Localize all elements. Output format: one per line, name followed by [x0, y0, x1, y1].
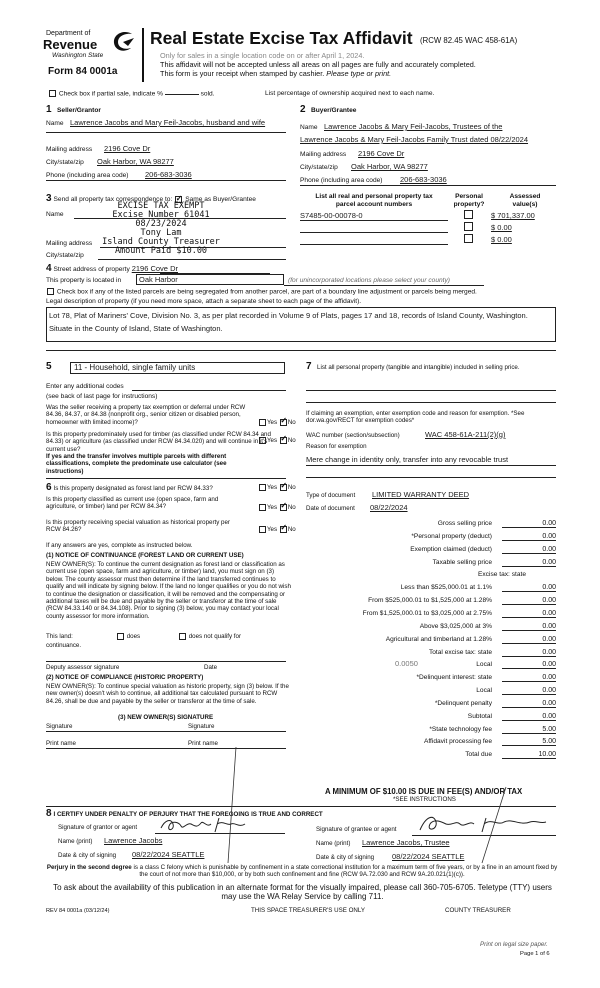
parcel-list — [300, 210, 556, 246]
partial-sale-label: Check box if partial sale, indicate % — [58, 90, 163, 98]
rev-number: REV 84 0001a (03/12/24) — [46, 908, 110, 914]
seller-mailing-label: Mailing address — [46, 146, 93, 153]
local-rate: 0.0050 — [395, 659, 418, 669]
calc-label: Taxable selling price — [432, 558, 492, 566]
seller-mailing[interactable]: 2196 Cove Dr — [104, 144, 151, 153]
buyer-phone-label: Phone (including area code) — [300, 177, 383, 184]
exemption-no-checkbox[interactable] — [280, 419, 287, 426]
yes-label: Yes — [267, 526, 278, 534]
calc-label: Local — [476, 661, 492, 669]
dept-line1: Department of — [46, 30, 91, 37]
buyer-bottom-line — [300, 185, 556, 186]
calc-label: Affidavit processing fee — [423, 738, 492, 746]
historic-text: NEW OWNER(S): To continue special valuation as historic property, sign (3) below. If the new owner(s) doesn't wish to continue, all additional tax calculated pursuant to RCW 84.26, shall be due and payable by the seller or transferor at the time of sale. — [46, 683, 289, 705]
q-timber-text-b: If yes and the transfer involves multiple parcels with different classifications, complete the predominate use calculator (see instructions) — [46, 453, 227, 475]
grantee-name-label: Name (print) — [316, 840, 351, 847]
print-name-label-2: Print name — [188, 740, 218, 747]
personal-property-checkbox[interactable] — [464, 234, 473, 243]
stamp-line6: Amount Paid $10.00 — [114, 246, 208, 256]
header-sub3b: Please type or print. — [326, 69, 392, 78]
personal-property-checkbox[interactable] — [464, 222, 473, 231]
parcel-header — [300, 193, 448, 209]
legal-line2: Situate in the County of Island, State of Washington. — [49, 324, 223, 333]
location-line — [284, 285, 484, 286]
wac-value[interactable]: WAC 458-61A-211(2)(g) — [425, 430, 506, 439]
parcel-row — [300, 234, 556, 246]
this-land-label: This land: — [46, 633, 73, 640]
seller-name[interactable]: Lawrence Jacobs and Mary Feil-Jacobs, husband and wife — [70, 118, 266, 127]
calc-value[interactable]: 10.00 — [502, 751, 556, 759]
assessed-value[interactable]: $ 0.00 — [491, 235, 512, 244]
dept-line3: Washington State — [52, 52, 104, 59]
calc-value[interactable]: 0.00 — [502, 597, 556, 605]
calc-value[interactable]: 0.00 — [502, 584, 556, 592]
calc-value[interactable]: 5.00 — [502, 738, 556, 746]
seller-name-label: Name — [46, 120, 64, 127]
legal-description-box[interactable] — [46, 307, 556, 342]
reason-value[interactable]: Mere change in identity only, transfer into any revocable trust — [306, 455, 509, 464]
calc-row — [310, 520, 556, 531]
section1-number: 1 — [46, 104, 52, 115]
located-label: This property is located in — [46, 277, 122, 284]
calc-label: *Personal property (deduct) — [411, 532, 492, 540]
historic-heading: (2) NOTICE OF COMPLIANCE (HISTORIC PROPERTY) — [46, 674, 204, 681]
codes-note: (see back of last page for instructions) — [46, 393, 158, 400]
wac-label: WAC number (section/subsection) — [306, 432, 400, 439]
calc-value[interactable]: 0.00 — [502, 674, 556, 682]
logo-swirl-icon — [110, 30, 136, 54]
calc-label: Total due — [465, 751, 492, 759]
buyer-city[interactable]: Oak Harbor, WA 98277 — [351, 162, 428, 171]
buyer-mailing-label: Mailing address — [300, 151, 347, 158]
dept-line2: Revenue — [43, 37, 98, 52]
segregated-row — [46, 288, 477, 295]
treasurer-use: THIS SPACE TREASURER'S USE ONLY — [251, 907, 365, 914]
calc-row — [310, 726, 556, 737]
s3-city-label: City/state/zip — [46, 252, 84, 259]
section8-number: 8 — [46, 808, 52, 819]
calc-value[interactable]: 0.00 — [502, 559, 556, 567]
parcel-row — [300, 222, 556, 234]
assessed-h1: Assessed — [509, 193, 541, 200]
s7-line-2 — [306, 402, 556, 403]
calc-value[interactable]: 0.00 — [502, 610, 556, 618]
forest-answer — [258, 484, 296, 492]
use-code-select[interactable]: 11 - Household, single family units — [70, 362, 285, 374]
street-address-label: Street address of property — [53, 266, 130, 273]
stamp-line5: Island County Treasurer — [102, 237, 220, 247]
s7-line-1 — [306, 390, 556, 391]
parcel-h2: parcel account numbers — [335, 201, 413, 208]
current-use-question: Is this property classified as current use (open space, farm and agriculture, or timber) land per RCW 84.34? — [46, 496, 219, 511]
q-timber-text: Is this property predominately used for timber (as classified under RCW 84.34 and 84.33) or agriculture (as classified under RCW 84.34.020) and will continue in it's current use? — [46, 431, 271, 453]
personal-property-text: List all personal property (tangible and intangible) included in selling price. — [317, 364, 520, 371]
answers-note: If any answers are yes, complete as instructed below. — [46, 542, 193, 549]
does-qualify-checkbox[interactable] — [117, 633, 124, 640]
legal-label: Legal description of property (if you need more space, attach a separate sheet to each page of the affidavit). — [46, 298, 362, 305]
calc-value[interactable]: 0.00 — [502, 713, 556, 721]
calc-value[interactable]: 0.00 — [502, 636, 556, 644]
does-row — [116, 633, 140, 641]
does-label: does — [126, 633, 141, 641]
calc-label: *State technology fee — [429, 725, 492, 733]
section5-bottom-rule — [46, 478, 286, 479]
reason-line-2 — [306, 477, 556, 478]
buyer-heading: Buyer/Grantee — [311, 107, 357, 114]
partial-sale-percent-field[interactable] — [165, 94, 199, 95]
buyer-city-label: City/state/zip — [300, 164, 338, 171]
personal-h1: Personal — [455, 193, 483, 200]
calc-label: Total excise tax: state — [428, 648, 492, 656]
location-note: (for unincorporated locations please select your county) — [288, 277, 451, 284]
doc-date-value[interactable]: 08/22/2024 — [370, 503, 408, 512]
no-label: No — [287, 437, 296, 445]
seller-city-label: City/state/zip — [46, 159, 84, 166]
seller-phone[interactable]: 206-683-3036 — [145, 170, 192, 179]
continuance-heading: (1) NOTICE OF CONTINUANCE (FOREST LAND OR CURRENT USE) — [46, 552, 244, 559]
grantor-date-label: Date & city of signing — [58, 852, 117, 859]
calc-row — [310, 713, 556, 724]
section4-bottom-rule — [46, 350, 556, 351]
header-sub2: This affidavit will not be accepted unless all areas on all pages are fully and accurately completed. — [160, 60, 476, 69]
assessed-value[interactable]: $ 701,337.00 — [491, 211, 535, 220]
calc-label: *Delinquent penalty — [434, 699, 492, 707]
historic-answer — [258, 526, 296, 534]
deputy-label: Deputy assessor signature — [46, 664, 120, 671]
page-number: Page 1 of 6 — [520, 951, 550, 957]
calc-value[interactable]: 0.00 — [502, 623, 556, 631]
parcel-h1: List all real and personal property tax — [315, 193, 433, 200]
grantor-name-label: Name (print) — [58, 838, 93, 845]
dor-logo — [40, 28, 140, 80]
calc-row — [310, 533, 556, 544]
no-label: No — [287, 419, 296, 427]
minimum-notice: A MINIMUM OF $10.00 IS DUE IN FEE(S) AND/OR TAX — [325, 787, 523, 796]
stamp-line1: EXCISE TAX EXEMPT — [117, 201, 205, 211]
exempt-stamp — [96, 202, 226, 256]
header-sub3-line — [160, 69, 391, 78]
s3-name-label: Name — [46, 211, 64, 218]
stamp-line4: Tony Lam — [140, 228, 182, 238]
reason-line-1 — [306, 465, 556, 466]
calc-row — [310, 623, 556, 634]
certify-text: I CERTIFY UNDER PENALTY OF PERJURY THAT THE FOREGOING IS TRUE AND CORRECT — [53, 811, 323, 818]
partial-sale-checkbox[interactable] — [49, 90, 56, 97]
perjury-bold: Perjury in the second degree — [46, 864, 132, 871]
section2-number: 2 — [300, 104, 306, 115]
see-instructions: *SEE INSTRUCTIONS — [393, 796, 456, 803]
grantee-name[interactable]: Lawrence Jacobs, Trustee — [362, 838, 450, 847]
codes-label: Enter any additional codes — [46, 383, 124, 390]
section3-number: 3 — [46, 193, 52, 204]
section6-number: 6 — [46, 482, 52, 493]
grantee-date-label: Date & city of signing — [316, 854, 375, 861]
s3-city-line — [98, 259, 286, 260]
q-timber-answer — [258, 437, 296, 445]
street-address[interactable]: 2196 Cove Dr — [131, 264, 178, 273]
does-not-qualify-checkbox[interactable] — [179, 633, 186, 640]
perjury-notice — [46, 864, 558, 879]
calc-label: Gross selling price — [437, 520, 492, 527]
assessed-value[interactable]: $ 0.00 — [491, 223, 512, 232]
buyer-mailing[interactable]: 2196 Cove Dr — [358, 149, 405, 158]
parcel-number[interactable] — [300, 223, 448, 233]
current-use-no-checkbox[interactable] — [280, 504, 287, 511]
calc-row — [310, 610, 556, 621]
header-divider — [142, 28, 144, 82]
does-not-row — [178, 633, 241, 641]
alt-format-notice: To ask about the availability of this publication in an alternate format for the visually impaired, please call 360-705-6705. Teletype (TTY) users may use the WA Relay Service by calling 711. — [53, 883, 552, 901]
calc-value[interactable]: 0.00 — [502, 700, 556, 708]
calc-row — [310, 597, 556, 608]
calc-row — [310, 687, 556, 698]
yes-label: Yes — [267, 419, 278, 427]
location-select[interactable]: Oak Harbor — [136, 274, 284, 285]
parcel-number[interactable] — [300, 235, 448, 245]
doc-type-value[interactable]: LIMITED WARRANTY DEED — [372, 490, 470, 499]
s3-mailing-label: Mailing address — [46, 240, 93, 247]
calc-label: Above $3,025,000 at 3% — [419, 622, 492, 630]
section7-number: 7 — [306, 361, 312, 372]
county-treasurer: COUNTY TREASURER — [445, 907, 511, 914]
no-label: No — [287, 484, 296, 492]
yes-label: Yes — [267, 504, 278, 512]
seller-bottom-line — [46, 180, 286, 181]
personal-h2: property? — [453, 201, 485, 208]
section4-number: 4 — [46, 263, 52, 274]
partial-sold-label: sold. — [200, 90, 215, 98]
calc-label: Local — [476, 687, 492, 695]
current-use-answer — [258, 504, 296, 512]
historic-question: Is this property receiving special valuation as historical property per RCW 84.26? — [46, 519, 230, 534]
calc-row — [310, 649, 556, 660]
calc-row — [310, 700, 556, 711]
calc-value[interactable]: 0.00 — [502, 687, 556, 695]
personal-property-checkbox[interactable] — [464, 210, 473, 219]
calc-row — [310, 546, 556, 557]
calc-value[interactable]: 0.00 — [502, 649, 556, 657]
signature-label-2: Signature — [188, 723, 215, 730]
section6-row — [46, 482, 213, 493]
q-exemption-text: Was the seller receiving a property tax exemption or deferral under RCW 84.36, 84.37, or 84.38 (nonprofit org., senior citizen or disabled person, homeowner with limited income)? — [46, 404, 246, 426]
calc-value[interactable]: 5.00 — [502, 726, 556, 734]
parcel-row — [300, 210, 556, 222]
segregated-label: Check box if any of the listed parcels are being segregated from another parcel, are part of a boundary line adjustment or parcels being merged. — [56, 288, 477, 296]
grantee-sig-label: Signature of grantee or agent — [316, 826, 397, 833]
buyer-name-label: Name — [300, 124, 318, 131]
seller-city[interactable]: Oak Harbor, WA 98277 — [97, 157, 174, 166]
partial-sale-row — [48, 90, 215, 97]
calc-row — [310, 584, 556, 595]
calc-row — [310, 571, 556, 582]
exemption-text: If claiming an exemption, enter exemption code and reason for exemption. *See dor.wa.gov/RECT for exemption codes* — [306, 410, 525, 425]
continuance-text: NEW OWNER(S): To continue the current designation as forest land or classification as current use (open space, farm and agriculture, or timber) land, you must sign on (3) below. The county assessor must then determine if the land transferred continues to qualify and will indicate by signing below. If the land no longer qualifies or you do not wish to continue the designation or classification, it will be removed and the compensating or additional taxes will be due and payable by the seller or transferor at the time of sale (RCW 84.33.140 or 84.34.108). Prior to signing (3) below, you may contact your local county assessor for more information. — [46, 561, 291, 620]
no-label: No — [287, 526, 296, 534]
yes-label: Yes — [267, 437, 278, 445]
buyer-name-line2[interactable]: Lawrence Jacobs & Mary Feil-Jacobs Family Trust dated 08/22/2024 — [300, 135, 529, 144]
calc-label: Exemption claimed (deduct) — [410, 545, 492, 553]
perjury-text: is a class C felony which is punishable by confinement in a state correctional institution for a maximum term of five years, or by a fine in an amount fixed by the court of not more than $10,000, or by both such confinement and fine (RCW 9A.72.030 and RCW 9A.20.021(1)(c)). — [133, 864, 558, 879]
crossout-mark — [190, 745, 540, 865]
calc-label: Less than $525,000.01 at 1.1% — [400, 584, 492, 592]
no-label: No — [287, 504, 296, 512]
historic-no-checkbox[interactable] — [280, 526, 287, 533]
same-as-buyer-label: Same as Buyer/Grantee — [185, 196, 256, 203]
continuance-label: continuance. — [46, 642, 82, 649]
signature-label-1: Signature — [46, 723, 73, 730]
calc-value[interactable]: 0.00 — [502, 533, 556, 541]
buyer-phone[interactable]: 206-683-3036 — [400, 175, 447, 184]
doc-date-label: Date of document — [306, 505, 355, 512]
codes-line — [132, 390, 286, 391]
legal-paper-note: Print on legal size paper. — [480, 941, 548, 948]
calc-value[interactable]: 0.00 — [502, 546, 556, 554]
doc-type-label: Type of document — [306, 492, 356, 499]
calc-row — [310, 674, 556, 685]
grantor-sig-label: Signature of grantor or agent — [58, 824, 138, 831]
form-number: Form 84 0001a — [48, 66, 118, 77]
grantee-date[interactable]: 08/22/2024 SEATTLE — [392, 852, 465, 861]
form-title: Real Estate Excise Tax Affidavit — [150, 28, 413, 48]
personal-header — [449, 193, 489, 209]
stamp-line2: Excise Number 61041 — [112, 210, 210, 220]
forest-question: Is this property designated as forest land per RCW 84.33? — [53, 485, 213, 492]
deputy-date-label: Date — [204, 664, 218, 671]
calc-value[interactable]: 0.00 — [502, 661, 556, 669]
seller-phone-label: Phone (including area code) — [46, 172, 129, 179]
does-not-label: does not qualify for — [188, 633, 242, 641]
assessed-header — [495, 193, 555, 209]
calc-label: Excise tax: state — [477, 571, 526, 579]
calc-value[interactable]: 0.00 — [502, 520, 556, 528]
print-name-label-1: Print name — [46, 740, 76, 747]
q-exemption-answer — [258, 419, 296, 427]
timber-yes-checkbox[interactable] — [259, 437, 266, 444]
timber-no-checkbox[interactable] — [280, 437, 287, 444]
calc-label: Subtotal — [467, 712, 492, 720]
section4-row — [46, 263, 178, 274]
assessed-h2: value(s) — [512, 201, 538, 208]
calc-row — [310, 636, 556, 647]
grantor-name[interactable]: Lawrence Jacobs — [104, 836, 163, 845]
current-use-yes-checkbox[interactable] — [259, 504, 266, 511]
seller-line — [46, 132, 286, 133]
section3-text: Send all property tax correspondence to: — [53, 196, 173, 203]
stamp-line3: 08/23/2024 — [135, 219, 187, 229]
legal-line1: Lot 78, Plat of Mariners' Cove, Division No. 3, as per plat recorded in Volume 9 of Plats, pages 17 and 18, records of Island County, Washington. — [49, 311, 528, 320]
header-sub1: Only for sales in a single location code on or after April 1, 2024. — [160, 51, 365, 60]
form-rcw: (RCW 82.45 WAC 458-61A) — [420, 36, 518, 45]
buyer-name-line1[interactable]: Lawrence Jacobs & Mary Feil-Jacobs, Trustees of the — [324, 122, 503, 131]
segregated-checkbox[interactable] — [47, 288, 54, 295]
section5-number: 5 — [46, 361, 52, 372]
calc-label: From $1,525,000.01 to $3,025,000 at 2.75% — [362, 609, 492, 617]
grantor-date[interactable]: 08/22/2024 SEATTLE — [132, 850, 205, 859]
parcel-number[interactable]: S7485-00-00078-0 — [300, 211, 448, 221]
calc-label: *Delinquent interest: state — [416, 674, 492, 682]
header-sub3: This form is your receipt when stamped by cashier. — [160, 69, 325, 78]
historic-yes-checkbox[interactable] — [259, 526, 266, 533]
calc-row — [310, 661, 556, 672]
exemption-yes-checkbox[interactable] — [259, 419, 266, 426]
calc-label: From $525,000.01 to $1,525,000 at 1.28% — [368, 597, 492, 605]
calc-label: Agricultural and timberland at 1.28% — [385, 635, 492, 643]
ownership-note: List percentage of ownership acquired next to each name. — [265, 90, 435, 97]
new-owner-sig-heading: (3) NEW OWNER(S) SIGNATURE — [118, 714, 214, 721]
seller-heading: Seller/Grantor — [57, 107, 101, 114]
calc-row — [310, 559, 556, 570]
deputy-line — [46, 661, 286, 662]
forest-yes-checkbox[interactable] — [259, 484, 266, 491]
reason-label: Reason for exemption — [306, 443, 367, 450]
yes-label: Yes — [267, 484, 278, 492]
forest-no-checkbox[interactable] — [280, 484, 287, 491]
sig-line-1 — [46, 731, 286, 732]
